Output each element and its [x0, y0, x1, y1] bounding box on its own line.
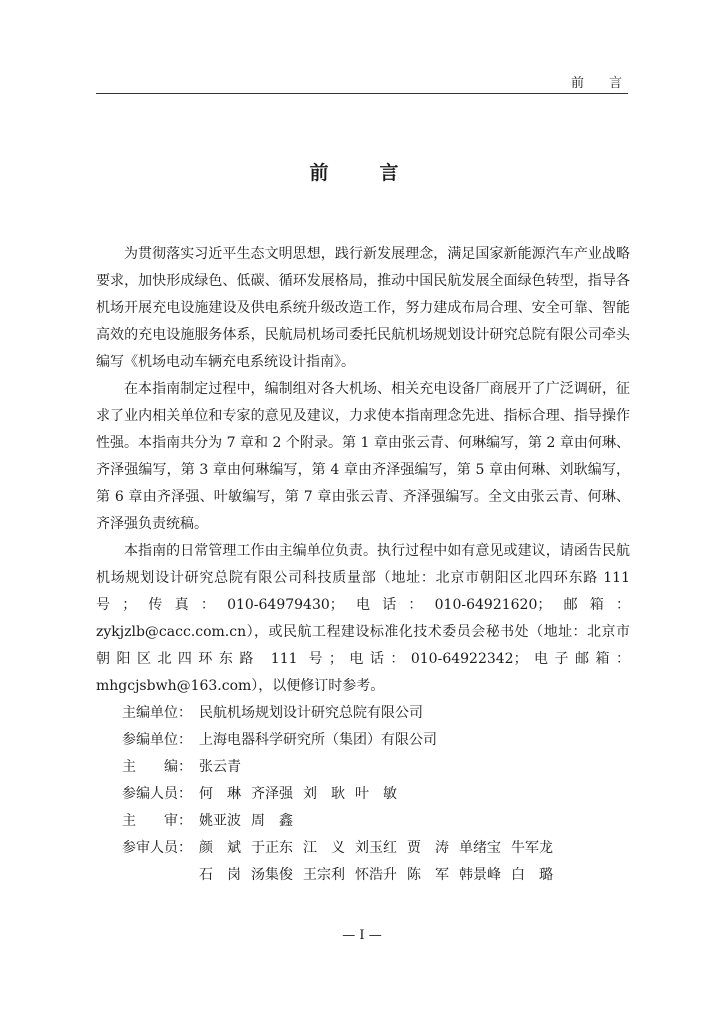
- reviewer-name: 周 鑫: [251, 813, 293, 829]
- review-member-name: 石 岗: [199, 867, 241, 883]
- chief-unit-value: 民航机场规划设计研究总院有限公司: [199, 705, 423, 721]
- review-member-name: 单绪宝: [459, 840, 501, 856]
- review-members-row: [96, 835, 630, 862]
- document-body: [96, 241, 630, 889]
- participants-label: 参编人员：: [122, 786, 192, 802]
- review-member-name: 牛军龙: [511, 840, 553, 856]
- review-member-name: 颜 斌: [199, 840, 241, 856]
- page-title: 前 言: [309, 162, 415, 184]
- participant-name: 何 琳: [199, 786, 241, 802]
- page-number: — Ⅰ —: [342, 928, 382, 943]
- reviewer-row: [96, 808, 630, 835]
- review-members-list-1: [199, 835, 553, 862]
- chief-editor-row: [96, 754, 630, 781]
- participating-unit-label: 参编单位：: [122, 732, 192, 748]
- review-member-name: 陈 军: [407, 867, 449, 883]
- review-member-name: 贾 涛: [407, 840, 449, 856]
- participant-name: 齐泽强: [251, 786, 293, 802]
- review-members-list-2: [199, 862, 553, 889]
- reviewer-name: 姚亚波: [199, 813, 241, 829]
- participants-list: [199, 781, 397, 808]
- participating-unit-row: [96, 727, 630, 754]
- running-head-text: 前 言: [570, 76, 628, 91]
- review-member-name: 韩景峰: [459, 867, 501, 883]
- participants-row: [96, 781, 630, 808]
- credits-block: [96, 700, 630, 889]
- participant-name: 刘 耿: [303, 786, 345, 802]
- chief-unit-row: [96, 700, 630, 727]
- review-member-name: 江 义: [303, 840, 345, 856]
- review-member-name: 王宗利: [303, 867, 345, 883]
- chief-editor-label: 主 编：: [122, 759, 192, 775]
- review-member-name: 汤集俊: [251, 867, 293, 883]
- running-head: [96, 72, 628, 94]
- review-member-name: 怀浩升: [355, 867, 397, 883]
- participating-unit-value: 上海电器科学研究所（集团）有限公司: [199, 732, 437, 748]
- paragraph-2: 在本指南制定过程中，编制组对各大机场、相关充电设备厂商展开了广泛调研，征求了业内相关单位和专家的意见及建议，力求使本指南理念先进、指标合理、指导操作性强。本指南共分为 7 章和 2 个附录。第 1 章由张云青、何琳编写，第 2 章由何琳、齐泽强编写，第 3 章由何琳编写，第 4 章由齐泽强编写，第 5 章由何琳、刘耿编写，第 6 章由齐泽强、叶敏编写，第 7 章由张云青、齐泽强编写。全文由张云青、何琳、齐泽强负责统稿。: [96, 381, 630, 532]
- chief-editor-value: 张云青: [199, 759, 241, 775]
- review-members-row-2: [96, 862, 630, 889]
- paragraph-3: 本指南的日常管理工作由主编单位负责。执行过程中如有意见或建议，请函告民航机场规划设计研究总院有限公司科技质量部（地址：北京市朝阳区北四环东路 111 号；传真：010-64979430；电话：010-64921620；邮箱：zykjzlb@cacc.com.cn），或民航工程建设标准化技术委员会秘书处（地址：北京市朝阳区北四环东路 111 号；电话：010-64922342；电子邮箱：mhgcjsbwh@163.com），以便修订时参考。: [96, 543, 630, 694]
- review-member-name: 白 璐: [511, 867, 553, 883]
- participant-name: 叶 敏: [355, 786, 397, 802]
- paragraph-1: 为贯彻落实习近平生态文明思想，践行新发展理念，满足国家新能源汽车产业战略要求，加快形成绿色、低碳、循环发展格局，推动中国民航发展全面绿色转型，指导各机场开展充电设施建设及供电系统升级改造工作，努力建成布局合理、安全可靠、智能高效的充电设施服务体系，民航局机场司委托民航机场规划设计研究总院有限公司牵头编写《机场电动车辆充电系统设计指南》。: [96, 246, 630, 370]
- review-member-name: 刘玉红: [355, 840, 397, 856]
- reviewer-label: 主 审：: [122, 813, 192, 829]
- reviewer-list: [199, 808, 293, 835]
- chief-unit-label: 主编单位：: [122, 705, 192, 721]
- review-members-label: 参审人员：: [122, 840, 192, 856]
- review-member-name: 于正东: [251, 840, 293, 856]
